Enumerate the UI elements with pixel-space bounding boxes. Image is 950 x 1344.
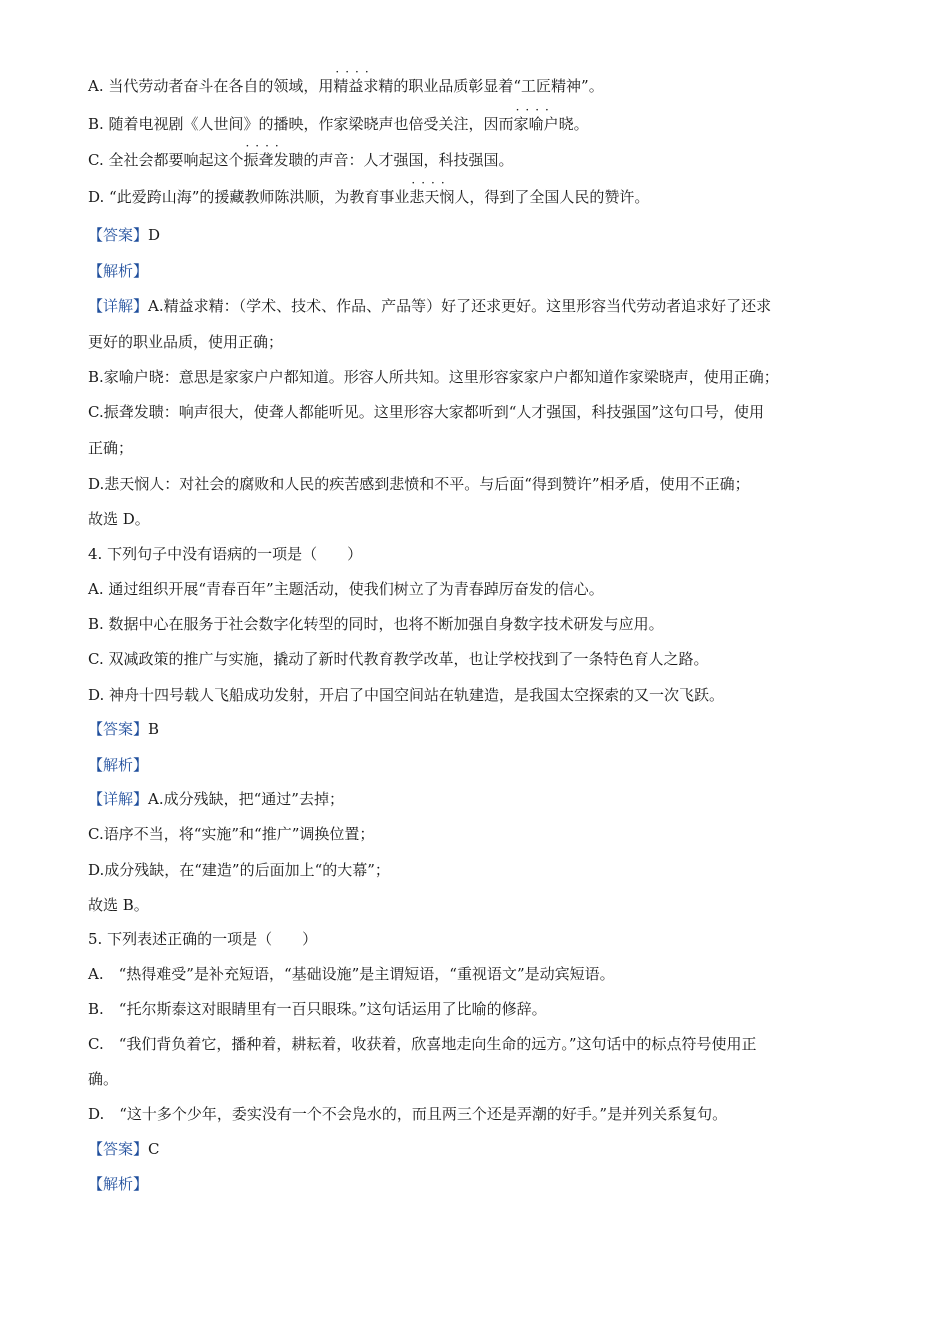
emphasized-idiom: · · · · 家喻户晓 [514, 114, 574, 134]
q5-option-c-line1: C. “我们背负着它，播种着，耕耘着，收获着，欣喜地走向生命的远方。”这句话中的标点符号使用正 [88, 1035, 757, 1053]
q4-choice: 故选 B。 [88, 896, 149, 914]
q4-analysis-heading: 【解析】 [88, 756, 149, 774]
emphasized-idiom: · · · · 悲天悯人 [409, 187, 469, 207]
emphasized-idiom: · · · · 振聋发聩 [243, 150, 303, 170]
emphasized-idiom: · · · · 精益求精 [333, 76, 393, 96]
q3-option-a: A. 当代劳动者奋斗在各自的领域，用· · · · 精益求精的职业品质彰显着“工匠精神”。 [88, 76, 862, 96]
q5-option-b: B. “托尔斯泰这对眼睛里有一百只眼珠。”这句话运用了比喻的修辞。 [88, 1000, 547, 1018]
q3-option-c: C. 全社会都要响起这个· · · · 振聋发聩的声音：人才强国，科技强国。 [88, 150, 862, 170]
q4-detail-a: 【详解】A.成分残缺，把“通过”去掉； [88, 790, 344, 808]
q4-option-d: D. 神舟十四号载人飞船成功发射，开启了中国空间站在轨建造，是我国太空探索的又一次飞跃。 [88, 686, 725, 704]
answer-value: B [148, 720, 160, 738]
q4-option-a: A. 通过组织开展“青春百年”主题活动，使我们树立了为青春踔厉奋发的信心。 [88, 580, 604, 598]
q4-detail-d: D.成分残缺，在“建造”的后面加上“的大幕”； [88, 861, 390, 879]
q3-detail-b: B.家喻户晓：意思是家家户户都知道。形容人所共知。这里形容家家户户都知道作家梁晓声，使用正确； [88, 368, 779, 386]
q3-answer [88, 225, 862, 245]
q5-option-c-line2: 确。 [88, 1070, 119, 1088]
q5-analysis-heading: 【解析】 [88, 1175, 149, 1193]
answer-value: C [148, 1140, 160, 1158]
q3-detail-d: D.悲天悯人：对社会的腐败和人民的疾苦感到悲愤和不平。与后面“得到赞许”相矛盾，使用不正确； [88, 475, 750, 493]
answer-tag: 【答案】 [88, 720, 149, 738]
q4-option-c: C. 双减政策的推广与实施，撬动了新时代教育教学改革，也让学校找到了一条特色育人之路。 [88, 650, 709, 668]
q3-option-d: D. “此爱跨山海”的援藏教师陈洪顺，为教育事业· · · · 悲天悯人，得到了全国人民的赞许。 [88, 187, 862, 207]
q3-detail-a-line2: 更好的职业品质，使用正确； [88, 333, 284, 351]
q3-option-b: B. 随着电视剧《人世间》的播映，作家梁晓声也倍受关注，因而· · · · 家喻户晓。 [88, 114, 862, 134]
q3-detail-c-line1: C.振聋发聩：响声很大，使聋人都能听见。这里形容大家都听到“人才强国，科技强国”这句口号，使用 [88, 403, 765, 421]
q4-stem: 4. 下列句子中没有语病的一项是（ ） [88, 545, 363, 563]
detail-tag: 【详解】 [88, 790, 149, 808]
answer-value: D [148, 226, 161, 244]
q5-stem: 5. 下列表述正确的一项是（ ） [88, 930, 318, 948]
answer-tag: 【答案】 [88, 1140, 149, 1158]
answer-tag: 【答案】 [88, 226, 149, 244]
q3-detail-c-line2: 正确； [88, 439, 134, 457]
q5-option-a: A. “热得难受”是补充短语，“基础设施”是主谓短语，“重视语文”是动宾短语。 [88, 965, 615, 983]
q5-answer [88, 1139, 862, 1159]
q3-analysis-heading: 【解析】 [88, 262, 149, 280]
q4-answer [88, 719, 862, 739]
q4-detail-c: C.语序不当，将“实施”和“推广”调换位置； [88, 825, 375, 843]
q3-detail-a-line1: 【详解】A.精益求精：（学术、技术、作品、产品等）好了还求更好。这里形容当代劳动者追求好了还求 [88, 297, 772, 315]
q3-choice: 故选 D。 [88, 510, 150, 528]
q5-option-d: D. “这十多个少年，委实没有一个不会凫水的，而且两三个还是弄潮的好手。”是并列关系复句。 [88, 1105, 728, 1123]
detail-tag: 【详解】 [88, 297, 149, 315]
q4-option-b: B. 数据中心在服务于社会数字化转型的同时，也将不断加强自身数字技术研发与应用。 [88, 615, 664, 633]
